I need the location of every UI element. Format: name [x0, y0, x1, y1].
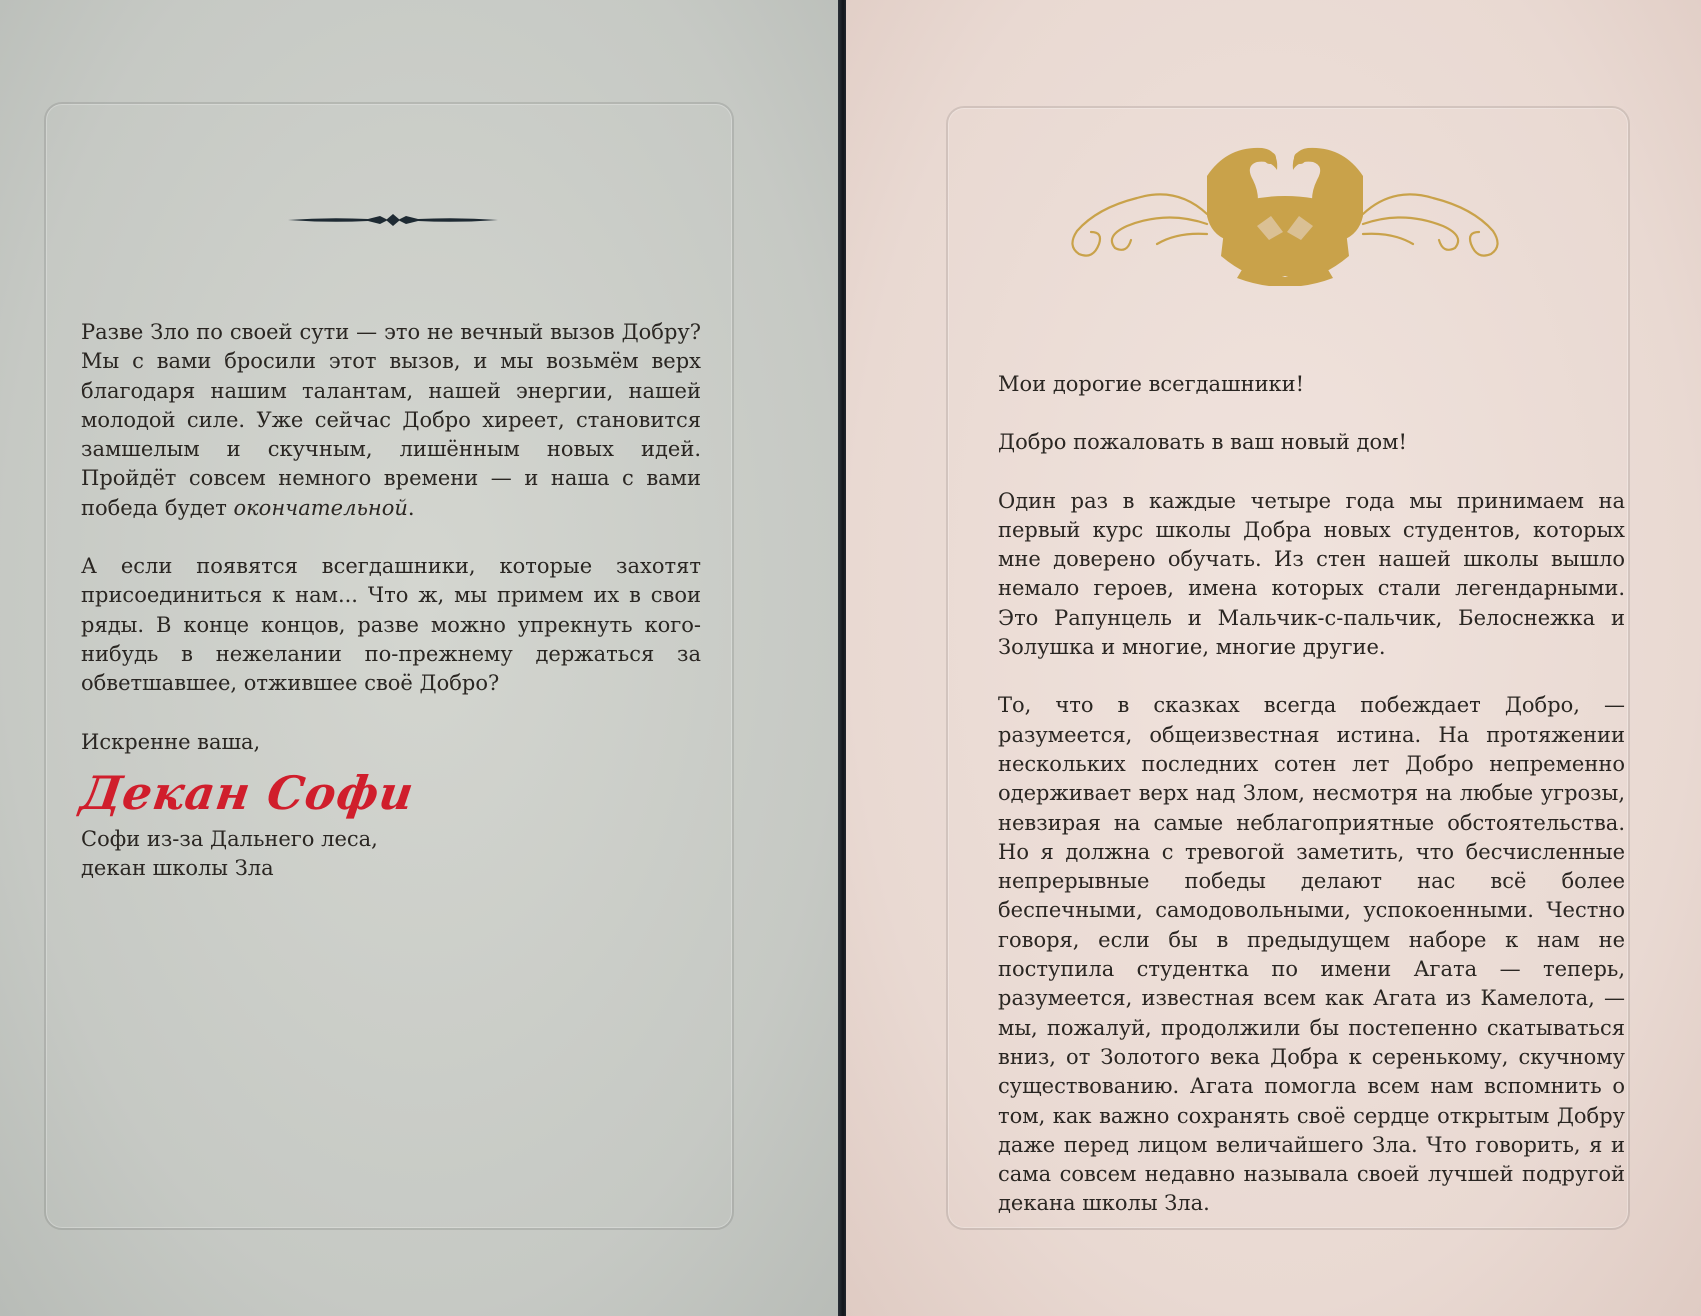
paragraph: То, что в сказках всегда побеждает Добро, — разумеется, общеизвестная истина. На протяжении нескольких последних сотен лет Добро непременно одерживает верх над Злом, несмотря на любые угрозы, невзирая на самые неблагоприятные обстоятельства. Но я должна с тревогой заметить, что бесчисленные непрерывные победы делают нас всё более беспечными, самодовольными, успокоенными. Честно говоря, если бы в предыдущем наборе к нам не поступила студентка по имени Агата — теперь, разумеется, известная всем как Агата из Камелота, — мы, пожалуй, продолжили бы постепенно скатываться вниз, от Золотого века Добра к серенькому, скучному существованию. Агата помогла всем нам вспомнить о том, как важно сохранять своё сердце открытым Добру даже перед лицом величайшего Зла. Что говорить, я и сама совсем недавно называла своей лучшей подругой декана школы Зла. — [998, 693, 1625, 1216]
paragraph: Разве Зло по своей сути — это не вечный вызов Добру? Мы с вами бросили этот вызов, и мы возьмём верх благодаря нашим талантам, нашей энергии, нашей молодой силе. Уже сейчас Добро хиреет, становится замшелым и скучным, лишённым новых идей. Пройдёт совсем немного времени — и наша с вами победа будет окончательной. — [81, 320, 701, 520]
right-page — [846, 0, 1701, 1316]
ornamental-divider-icon — [288, 212, 498, 228]
right-letter-body — [998, 370, 1625, 1248]
paragraph-text: Разве Зло по своей сути — это не вечный вызов Добру? Мы с вами бросили этот вызов, и мы возьмём верх благодаря нашим талантам, нашей энергии, нашей молодой силе. Уже сейчас Добро хиреет, становится замшелым и скучным, лишённым новых идей. Пройдёт совсем немного времени — и наша с вами победа будет — [81, 320, 701, 520]
signature: Декан Софи — [77, 765, 418, 820]
italic-word: окончательной — [233, 495, 408, 520]
golden-swan-crest-icon — [1057, 136, 1513, 286]
left-letter-body — [77, 318, 701, 883]
left-page — [0, 0, 844, 1316]
closing-line: Искренне ваша, — [81, 729, 261, 754]
signer-name: Софи из-за Дальнего леса, — [81, 826, 378, 851]
signer-title: декан школы Зла — [81, 856, 274, 881]
greeting: Мои дорогие всегдашники! — [998, 372, 1305, 396]
paragraph: А если появятся всегдашники, которые захотят присоединиться к нам... Что ж, мы примем их в свои ряды. В конце концов, разве можно упрекнуть кого-нибудь в нежелании по-прежнему держаться за обветшавшее, отжившее своё Добро? — [81, 554, 701, 696]
paragraph: Один раз в каждые четыре года мы принимаем на первый курс школы Добра новых студентов, которых мне доверено обучать. Из стен нашей школы вышло немало героев, имена которых стали легендарными. Это Рапунцель и Мальчик-с-пальчик, Белоснежка и Золушка и многие, многие другие. — [998, 488, 1625, 660]
welcome-line: Добро пожаловать в ваш новый дом! — [998, 430, 1407, 455]
